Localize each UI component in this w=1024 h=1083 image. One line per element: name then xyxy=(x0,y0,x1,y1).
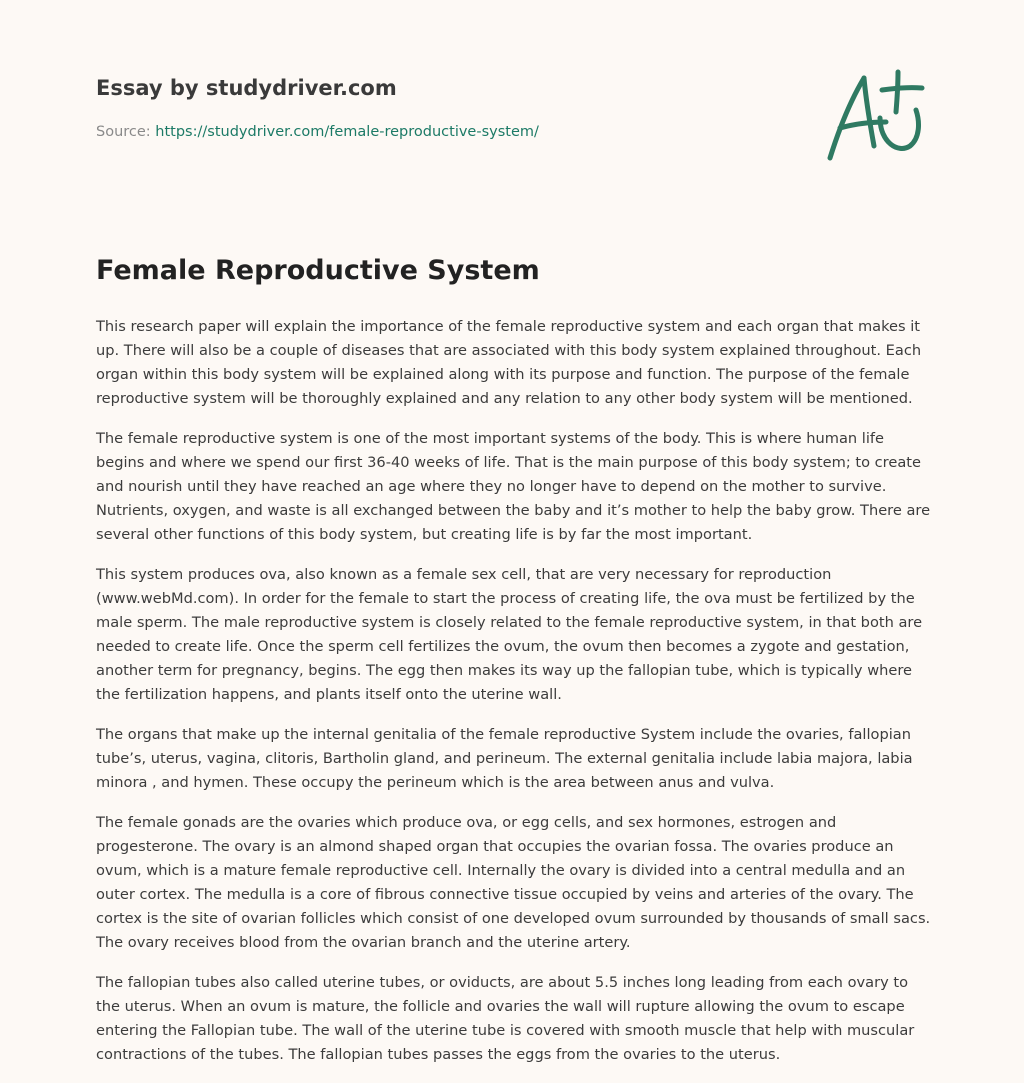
a-plus-logo-svg xyxy=(820,66,930,166)
paragraph: This system produces ova, also known as a female sex cell, that are very necessary for reproduction (www.webMd.com). In order for the female to start the process of creating life, the ova must be fertilized by the male sperm. The male reproductive system is closely related to the female reproductive system, in that both are needed to create life. Once the sperm cell fertilizes the ovum, the ovum then becomes a zygote and gestation, another term for pregnancy, begins. The egg then makes its way up the fallopian tube, which is typically where the fertilization happens, and plants itself onto the uterine wall. xyxy=(96,566,923,703)
essay-source-title: Essay by studydriver.com xyxy=(96,76,397,100)
paragraph: The female gonads are the ovaries which produce ova, or egg cells, and sex hormones, estrogen and progesterone. The ovary is an almond shaped organ that occupies the ovarian fossa. The ovaries produce an ovum, which is a mature female reproductive cell. Internally the ovary is divided into a central medulla and an outer cortex. The medulla is a core of fibrous connective tissue occupied by veins and arteries of the ovary. The cortex is the site of ovarian follicles which consist of one developed ovum surrounded by thousands of small sacs. The ovary receives blood from the ovarian branch and the uterine artery. xyxy=(96,814,931,951)
paragraph: The female reproductive system is one of the most important systems of the body. This is where human life begins and where we spend our first 36-40 weeks of life. That is the main purpose of this body system; to create and nourish until they have reached an age where they no longer have to depend on the mother to survive. Nutrients, oxygen, and waste is all exchanged between the baby and it’s mother to help the baby grow. There are several other functions of this body system, but creating life is by far the most important. xyxy=(96,430,931,543)
source-link[interactable]: https://studydriver.com/female-reproductive-system/ xyxy=(155,124,539,140)
document-body xyxy=(96,315,932,1083)
paragraph: This research paper will explain the importance of the female reproductive system and each organ that makes it up. There will also be a couple of diseases that are associated with this body system explained throughout. Each organ within this body system will be explained along with its purpose and function. The purpose of the female reproductive system will be thoroughly explained and any relation to any other body system will be mentioned. xyxy=(96,318,922,407)
a-plus-logo-icon xyxy=(820,66,930,166)
source-line xyxy=(96,124,539,140)
source-label: Source: xyxy=(96,124,156,140)
paragraph: The organs that make up the internal genitalia of the female reproductive System include the ovaries, fallopian tube’s, uterus, vagina, clitoris, Bartholin gland, and perineum. The external genitalia include labia majora, labia minora , and hymen. These occupy the perineum which is the area between anus and vulva. xyxy=(96,726,913,791)
paragraph: The fallopian tubes also called uterine tubes, or oviducts, are about 5.5 inches long leading from each ovary to the uterus. When an ovum is mature, the follicle and ovaries the wall will rupture allowing the ovum to escape entering the Fallopian tube. The wall of the uterine tube is covered with smooth muscle that help with muscular contractions of the tubes. The fallopian tubes passes the eggs from the ovaries to the uterus. xyxy=(96,974,915,1063)
document-title: Female Reproductive System xyxy=(96,255,540,286)
